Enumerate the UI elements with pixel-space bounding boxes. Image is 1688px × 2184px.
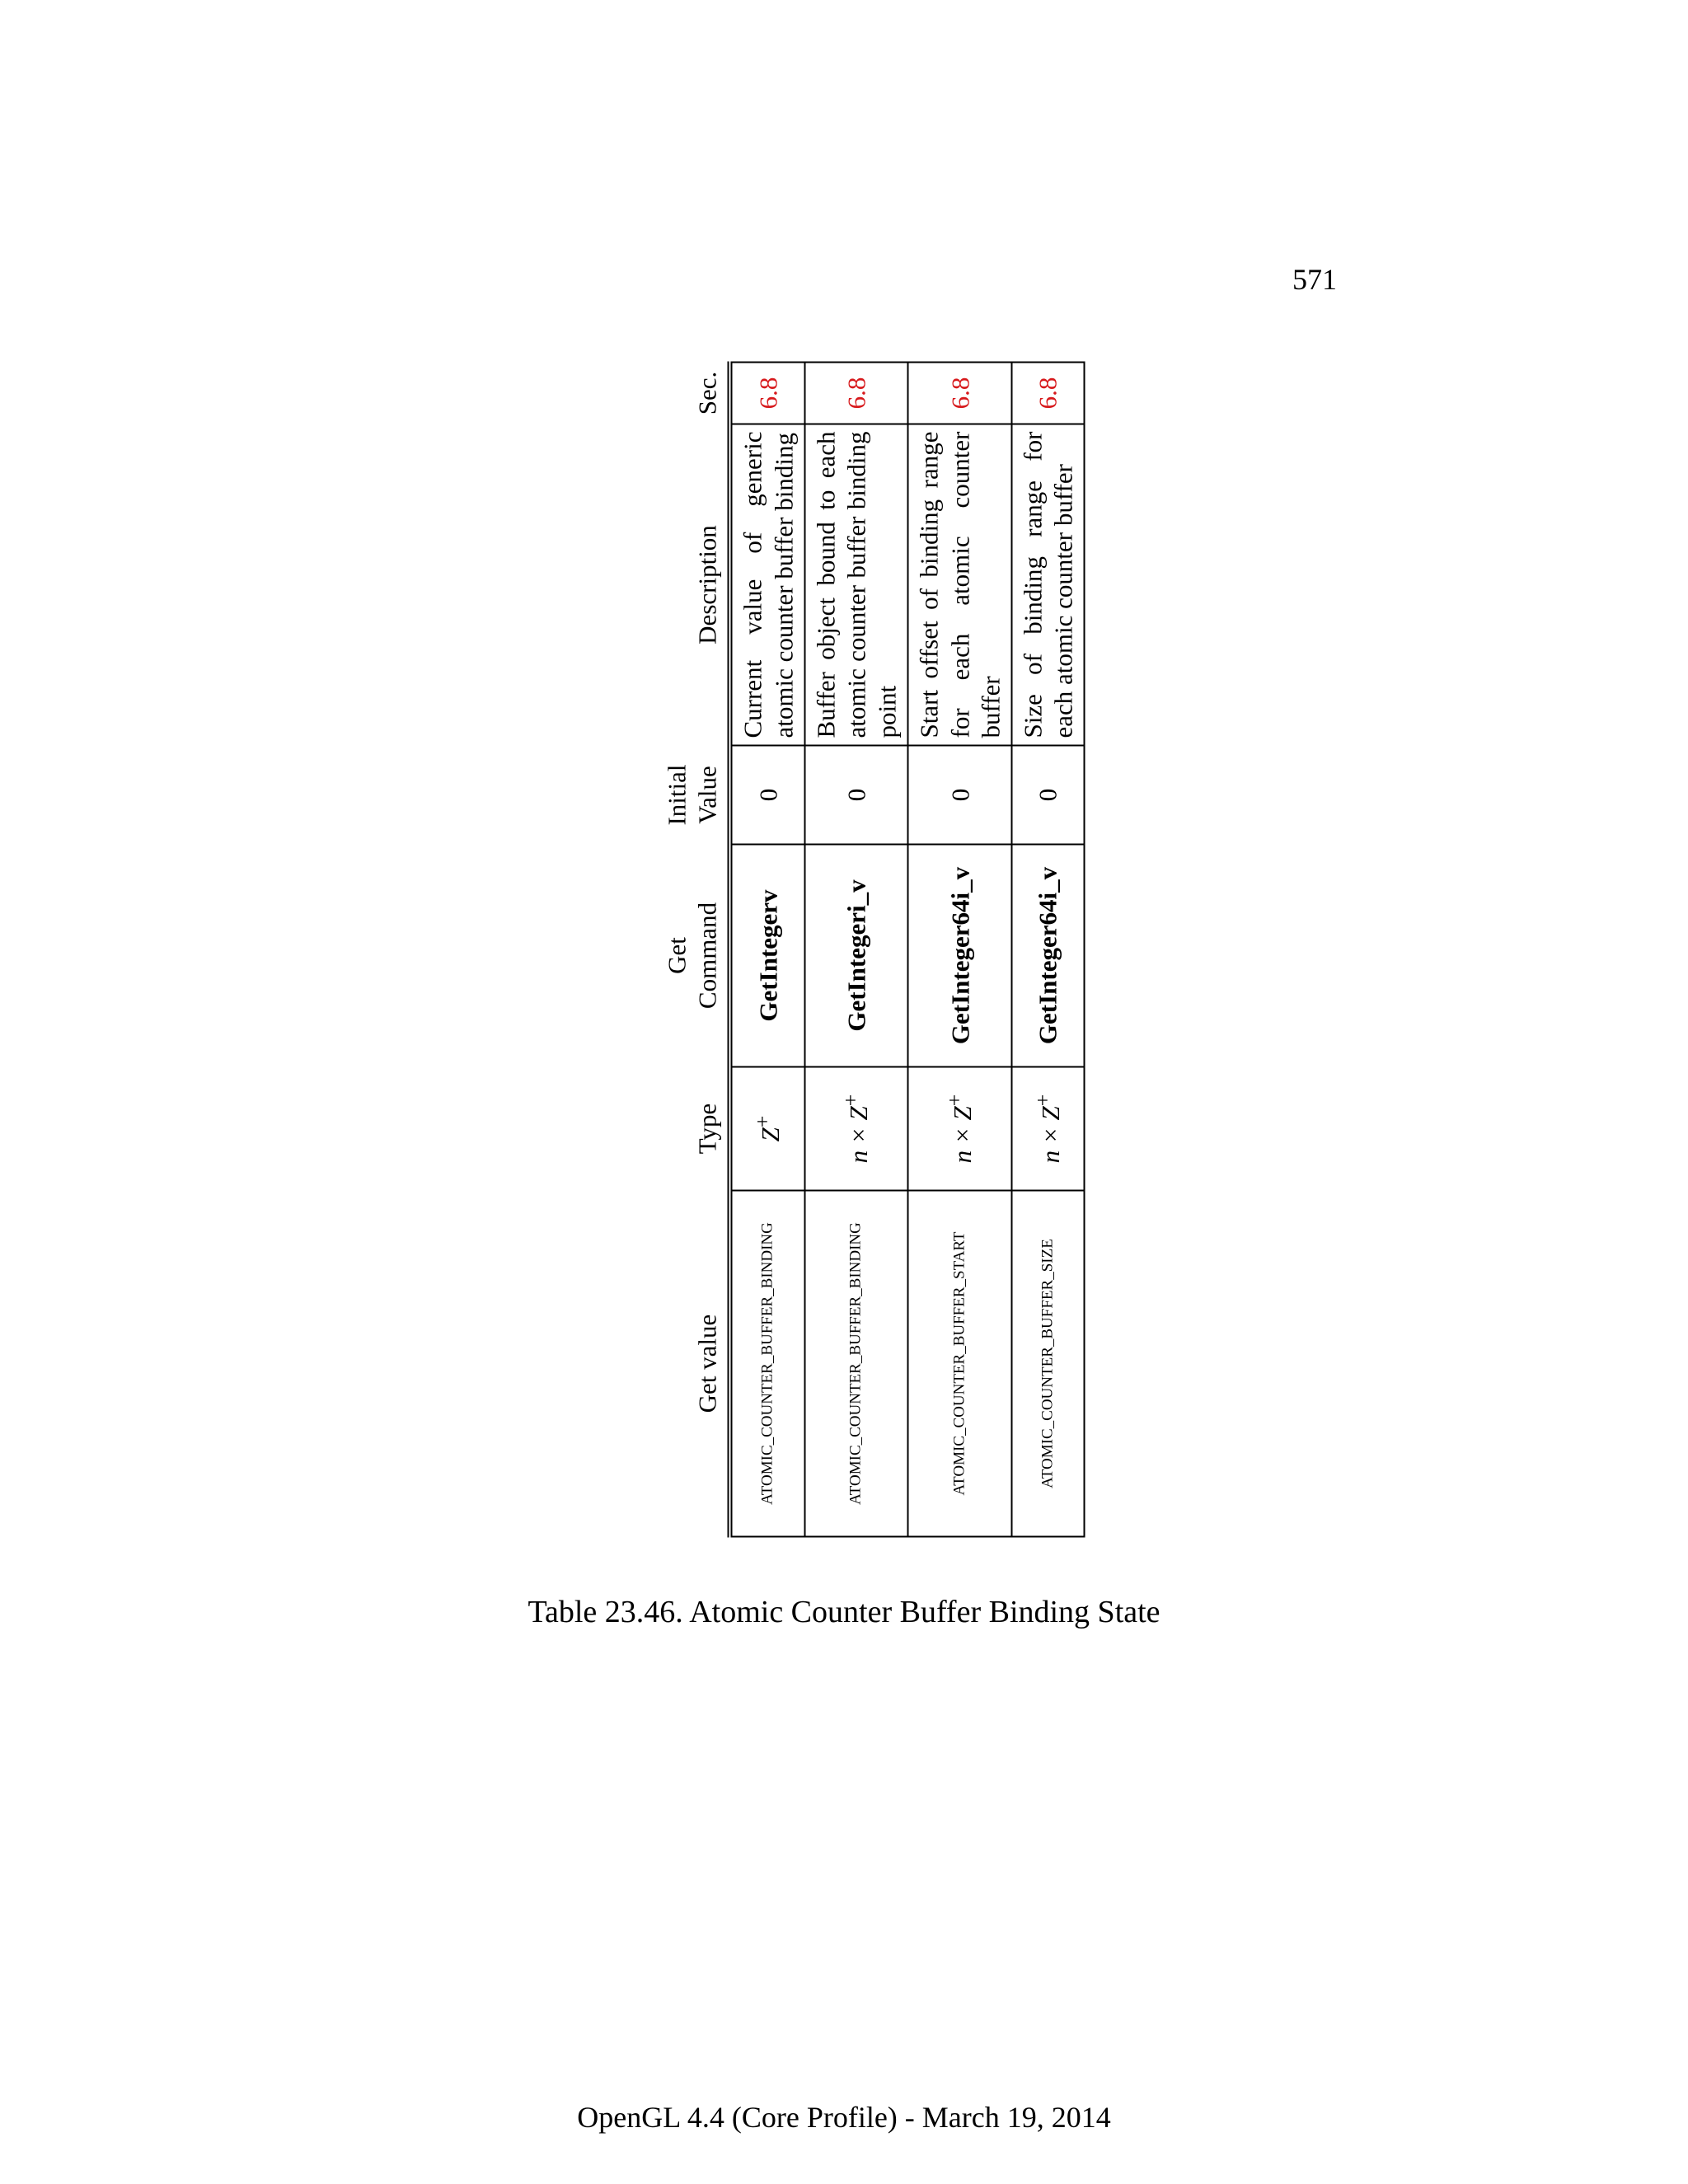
cell-get-value: ATOMIC_COUNTER_BUFFER_BINDING — [804, 1191, 908, 1537]
header-initial-value-line2: Value — [692, 766, 722, 824]
state-table — [659, 362, 1085, 1538]
table-row — [908, 363, 1012, 1537]
type-prefix: n × — [844, 1120, 874, 1164]
table-row — [804, 363, 908, 1537]
section-link[interactable]: 6.8 — [908, 363, 1012, 424]
header-initial-value — [659, 746, 730, 845]
cell-get-command: GetInteger64i_v — [908, 845, 1012, 1067]
header-sec: Sec. — [692, 371, 722, 415]
cell-initial-value: 0 — [908, 746, 1012, 845]
cell-initial-value: 0 — [804, 746, 908, 845]
table-caption: Table 23.46. Atomic Counter Buffer Binding State — [528, 1595, 1160, 1629]
cell-description: Buffer object bound to each atomic counter buffer binding point — [804, 424, 908, 746]
header-get-command-line2: Command — [692, 902, 722, 1010]
header-get-command — [659, 845, 730, 1067]
page-footer: OpenGL 4.4 (Core Profile) - March 19, 2014 — [577, 2101, 1111, 2134]
cell-get-value: ATOMIC_COUNTER_BUFFER_START — [908, 1191, 1012, 1537]
page-number: 571 — [1292, 263, 1337, 296]
type-sup: + — [942, 1094, 967, 1107]
cell-get-command: GetIntegeri_v — [804, 845, 908, 1067]
table-header-row — [659, 363, 730, 1537]
type-prefix: n × — [947, 1120, 977, 1164]
type-set: Z — [947, 1106, 977, 1121]
header-initial-value-line1: Initial — [662, 764, 692, 826]
section-link[interactable]: 6.8 — [804, 363, 908, 424]
section-link[interactable]: 6.8 — [1011, 363, 1084, 424]
cell-description: Start offset of binding range for each atomic counter buffer — [908, 424, 1012, 746]
header-get-command-line1: Get — [662, 937, 692, 974]
cell-get-command: GetIntegerv — [730, 845, 804, 1067]
cell-type — [730, 1067, 804, 1191]
cell-get-value: ATOMIC_COUNTER_BUFFER_BINDING — [730, 1191, 804, 1537]
state-table-container — [659, 363, 1078, 1538]
table-row — [1011, 363, 1084, 1537]
header-description: Description — [692, 525, 722, 644]
section-link[interactable]: 6.8 — [730, 363, 804, 424]
table-row — [730, 363, 804, 1537]
cell-type — [908, 1067, 1012, 1191]
cell-get-value: ATOMIC_COUNTER_BUFFER_SIZE — [1011, 1191, 1084, 1537]
type-set: Z — [756, 1127, 785, 1142]
cell-description: Size of binding range for each atomic counter buffer — [1011, 424, 1084, 746]
cell-initial-value: 0 — [730, 746, 804, 845]
type-sup: + — [750, 1115, 775, 1128]
cell-description: Current value of generic atomic counter buffer binding — [730, 424, 804, 746]
header-get-value: Get value — [692, 1314, 722, 1413]
type-sup: + — [1030, 1094, 1055, 1107]
cell-type — [1011, 1067, 1084, 1191]
type-set: Z — [1035, 1106, 1065, 1121]
cell-get-command: GetInteger64i_v — [1011, 845, 1084, 1067]
header-type: Type — [692, 1103, 722, 1155]
type-prefix: n × — [1035, 1120, 1065, 1164]
type-set: Z — [844, 1106, 874, 1121]
cell-initial-value: 0 — [1011, 746, 1084, 845]
type-sup: + — [838, 1094, 863, 1107]
cell-type — [804, 1067, 908, 1191]
